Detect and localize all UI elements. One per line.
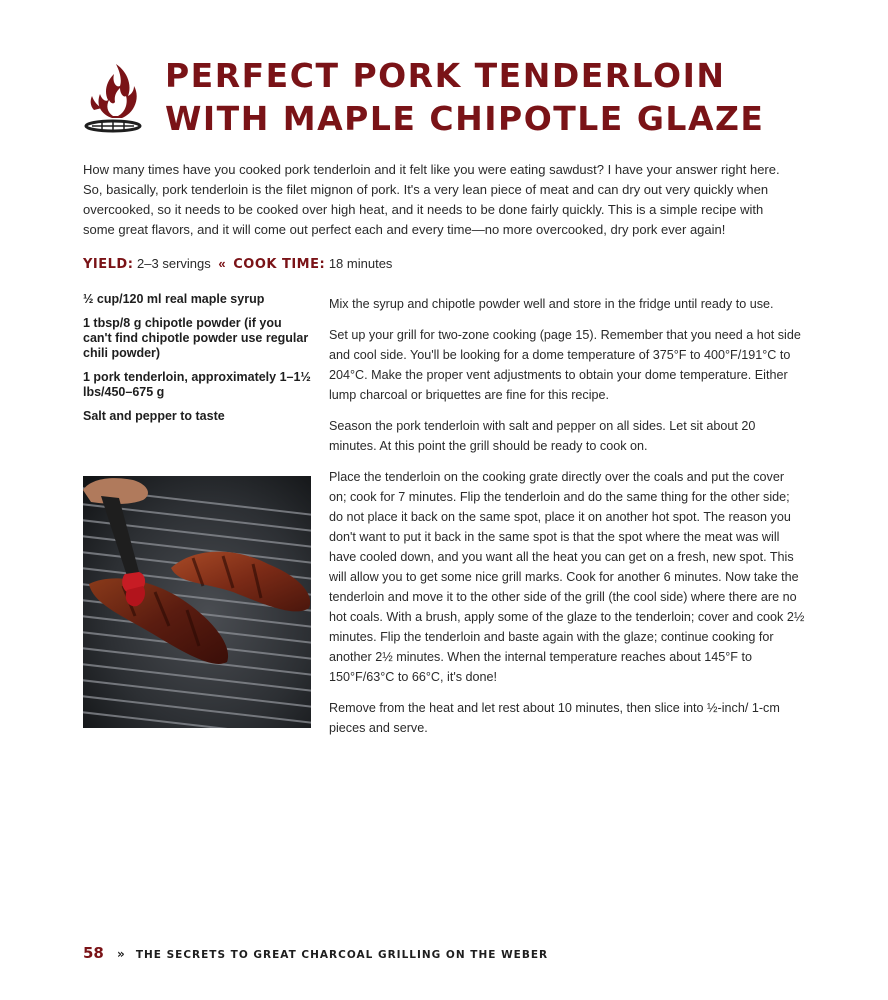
recipe-step: Remove from the heat and let rest about 10 minutes, then slice into ½-inch/ 1-cm pieces and serve. — [329, 701, 780, 735]
cook-time-value: 18 minutes — [328, 256, 393, 271]
recipe-step: Season the pork tenderloin with salt and pepper on all sides. Let sit about 20 minutes. At this point the grill should be ready to cook on. — [329, 419, 756, 453]
ingredient-item: 1 pork tenderloin, approximately 1–1½ lbs/450–675 g — [83, 370, 311, 399]
page-footer — [83, 943, 548, 962]
yield-label: YIELD: — [83, 257, 134, 272]
book-title: THE SECRETS TO GREAT CHARCOAL GRILLING ON THE WEBER — [135, 949, 549, 961]
recipe-title — [165, 54, 764, 140]
ingredient-item: 1 tbsp/8 g chipotle powder (if you can't find chipotle powder use regular chili powder) — [83, 316, 309, 360]
recipe-intro: How many times have you cooked pork tenderloin and it felt like you were eating sawdust? I have your answer right here. So, basically, pork tenderloin is the filet mignon of pork. It's a very lean piece of meat and can dry out very quickly when overcooked, so it needs to be cooked over high heat, and it needs to be done fairly quickly. This is a simple recipe with some great flavors, and it will come out perfect each and every time—no more overcooked, dry pork ever again! — [83, 162, 780, 237]
recipe-title-line-1: PERFECT PORK TENDERLOIN — [165, 56, 726, 95]
footer-chevrons: » — [116, 947, 125, 961]
grilled-tenderloin-photo — [83, 476, 311, 728]
cook-time-label: COOK TIME: — [233, 257, 326, 272]
flame-grill-icon — [82, 56, 144, 136]
recipe-step: Mix the syrup and chipotle powder well and store in the fridge until ready to use. — [329, 297, 774, 311]
ingredient-item: Salt and pepper to taste — [83, 409, 225, 423]
recipe-step: Place the tenderloin on the cooking grate directly over the coals and put the cover on; cook for 7 minutes. Flip the tenderloin and do the same thing for the other side; do not place it back on the same spot, place it on another hot spot. The reason you don't want to put it back in the same spot is that the spot where the meat was will have cooled down, and you want all the heat you can get on a fresh, new spot. This will allow you to get some nice grill marks. Cook for another 6 minutes. Now take the tenderloin and move it to the other side of the grill (the cool side) where there are no hot coals. With a brush, apply some of the glaze to the tenderloin; cover and cook 2½ minutes. Flip the tenderloin and baste again with the glaze; continue cooking for another 2½ minutes. When the internal temperature reaches about 145°F to 150°F/63°C to 66°C, it's done! — [329, 470, 805, 684]
ingredient-list — [83, 292, 313, 433]
ingredient-item: ½ cup/120 ml real maple syrup — [83, 292, 265, 306]
meta-separator: « — [218, 256, 226, 271]
recipe-meta — [83, 255, 392, 274]
page-number: 58 — [83, 944, 104, 962]
recipe-step: Set up your grill for two-zone cooking (page 15). Remember that you need a hot side and cool side. You'll be looking for a dome temperature of 375°F to 400°F/191°C to 204°C. Make the proper vent adjustments to obtain your dome temperature. Either lump charcoal or briquettes are fine for this recipe. — [329, 328, 801, 402]
recipe-steps — [329, 294, 805, 749]
yield-value: 2–3 servings — [137, 256, 211, 271]
recipe-title-line-2: WITH MAPLE CHIPOTLE GLAZE — [165, 99, 765, 138]
